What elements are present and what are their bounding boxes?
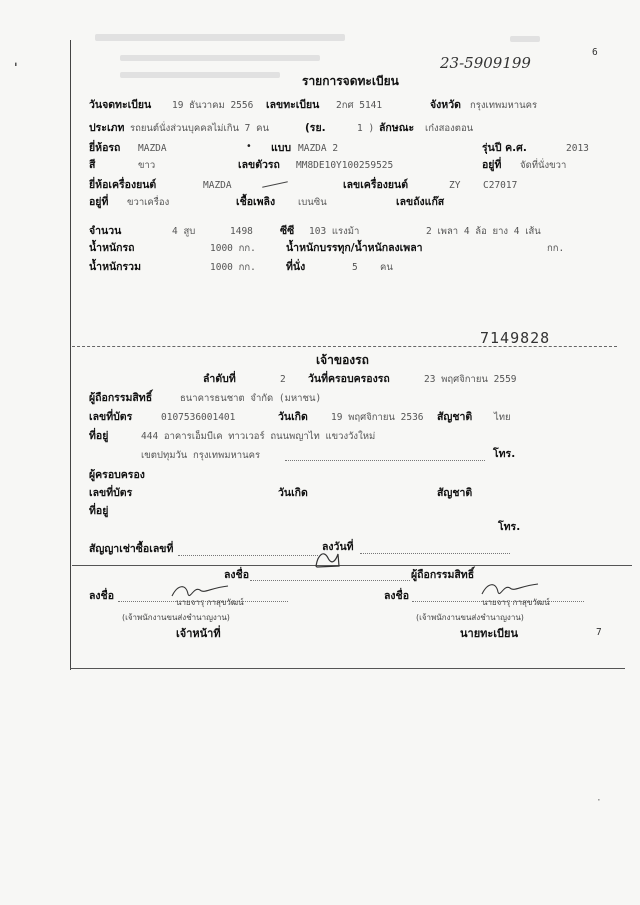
total-weight-label: น้ำหนักรวม (89, 261, 141, 273)
scan-smudge (510, 36, 540, 42)
nationality: ไทย (494, 412, 511, 423)
official-right-role: นายทะเบียน (460, 627, 519, 640)
total-weight: 1000 กก. (210, 262, 256, 273)
load-label: น้ำหนักบรรทุก/น้ำหนักลงเพลา (286, 242, 423, 254)
type: รถยนต์นั่งส่วนบุคคลไม่เกิน 7 คน (130, 123, 269, 134)
contract-dots (178, 555, 318, 556)
possession-date: 23 พฤศจิกายน 2559 (424, 374, 517, 385)
province: กรุงเทพมหานคร (470, 100, 538, 111)
page-number-bottom: 7 (596, 627, 602, 638)
engine-brand-label: ยี่ห้อเครื่องยนต์ (89, 179, 157, 191)
type-label: ประเภท (89, 122, 125, 134)
official-left-role: เจ้าหน้าที่ (176, 627, 221, 640)
address-line1: 444 อาคารเอ็มบีเค ทาวเวอร์ ถนนพญาไท แขวงวังใหม่ (141, 431, 376, 442)
possessor-label: ผู้ครอบครอง (89, 469, 145, 481)
fuel: เบนซิน (298, 197, 327, 208)
province-label: จังหวัด (430, 99, 461, 111)
engine-location-label: อยู่ที่ (89, 196, 109, 208)
cc-label: ซีซี (280, 225, 295, 237)
owner-title: เจ้าของรถ (316, 353, 369, 367)
official-right-name: นายจารุ กาสุขวัฒน์ (482, 598, 550, 607)
phone-label: โทร. (493, 448, 516, 460)
year: 2013 (566, 143, 589, 154)
initials-mark (312, 548, 342, 572)
nationality-label: สัญชาติ (437, 411, 473, 423)
holder-sign-dots (250, 580, 410, 581)
seq: 2 (280, 374, 286, 385)
chassis: MM8DE10Y100259525 (296, 160, 394, 171)
style: เก๋งสองตอน (425, 123, 474, 134)
engine-no-label: เลขเครื่องยนต์ (343, 179, 409, 191)
section-divider (72, 346, 617, 347)
official-right-signature (478, 578, 542, 600)
scan-smudge (120, 55, 320, 61)
color: ขาว (138, 160, 156, 171)
dob: 19 พฤศจิกายน 2536 (331, 412, 424, 423)
seats-unit: คน (380, 262, 393, 273)
official-left-name: นายจารุ กาสุขวัฒน์ (176, 598, 244, 607)
form-left-border (70, 40, 71, 670)
registration-title: รายการจดทะเบียน (302, 74, 399, 88)
holder-sign-label-left: ลงชื่อ (224, 569, 249, 581)
model-label: แบบ (271, 142, 292, 154)
load-unit: กก. (547, 243, 565, 254)
left-margin-mark: ˈ (14, 61, 18, 75)
possessor-address-label: ที่อยู่ (89, 505, 109, 517)
page-number: 6 (592, 47, 598, 58)
seq-label: ลำดับที่ (203, 373, 236, 385)
official-left-title: (เจ้าพนักงานขนส่งชำนาญงาน) (122, 613, 230, 622)
gas-tank-label: เลขถังแก๊ส (396, 196, 445, 208)
chassis-label: เลขตัวรถ (238, 159, 280, 171)
seats: 5 (352, 262, 358, 273)
brand-label: ยี่ห้อรถ (89, 142, 121, 154)
model: MAZDA 2 (298, 143, 339, 154)
bullet-mark: • (246, 141, 252, 152)
contract-label: สัญญาเช่าซื้อเลขที่ (89, 543, 174, 555)
cc: 1498 (230, 226, 253, 237)
possessor-nationality-label: สัญชาติ (437, 487, 473, 499)
official-left-sign-label: ลงชื่อ (89, 590, 114, 602)
plate: 2กศ 5141 (336, 100, 383, 111)
location-label: อยู่ที่ (482, 159, 502, 171)
possession-date-label: วันที่ครอบครองรถ (308, 373, 390, 385)
scan-smudge (120, 72, 280, 78)
possessor-id-label: เลขที่บัตร (89, 487, 133, 499)
scan-smudge (95, 34, 345, 41)
possessor-dob-label: วันเกิด (278, 487, 308, 499)
contract-date-label: ลงวันที่ (322, 541, 354, 553)
id-no: 0107536001401 (161, 412, 236, 423)
holder: ธนาคารธนชาต จำกัด (มหาชน) (180, 393, 322, 404)
axles: 2 เพลา 4 ล้อ ยาง 4 เส้น (426, 226, 541, 237)
engine-location: ขวาเครื่อง (127, 197, 170, 208)
official-right-title: (เจ้าพนักงานขนส่งชำนาญงาน) (416, 613, 524, 622)
pen-stroke (262, 181, 288, 187)
signature-row-line (72, 565, 632, 566)
reg-date-label: วันจดทะเบียน (89, 99, 152, 111)
form-bottom-border (70, 668, 625, 669)
engine-no-prefix: ZY (449, 180, 461, 191)
address-label: ที่อยู่ (89, 430, 109, 442)
color-label: สี (89, 159, 96, 171)
address-dots (285, 460, 485, 461)
seats-label: ที่นั่ง (286, 261, 306, 273)
id-label: เลขที่บัตร (89, 411, 133, 423)
count-label: จำนวน (89, 225, 122, 237)
rs-label: (รย. (305, 122, 326, 134)
rs-value: 1 ) (357, 123, 375, 134)
holder-sign-label: ผู้ถือกรรมสิทธิ์ (411, 569, 475, 581)
weight: 1000 กก. (210, 243, 256, 254)
cylinders: 4 สูบ (172, 226, 196, 237)
stamp-number: 7149828 (480, 329, 551, 347)
hp: 103 แรงม้า (309, 226, 360, 237)
fuel-label: เชื้อเพลิง (236, 196, 276, 208)
possessor-phone-label: โทร. (498, 521, 521, 533)
contract-date-dots (360, 553, 510, 554)
engine-brand: MAZDA (203, 180, 232, 191)
dob-label: วันเกิด (278, 411, 308, 423)
holder-label: ผู้ถือกรรมสิทธิ์ (89, 392, 153, 404)
location: จัดที่นั่งขวา (520, 160, 567, 171)
plate-label: เลขทะเบียน (266, 99, 320, 111)
reg-date: 19 ธันวาคม 2556 (172, 100, 254, 111)
year-label: รุ่นปี ค.ศ. (482, 142, 527, 154)
address-line2: เขตปทุมวัน กรุงเทพมหานคร (141, 450, 261, 461)
official-right-sign-label: ลงชื่อ (384, 590, 409, 602)
weight-label: น้ำหนักรถ (89, 242, 135, 254)
scan-speck: · (596, 795, 602, 806)
brand: MAZDA (138, 143, 167, 154)
style-label: ลักษณะ (379, 122, 415, 134)
handwritten-code: 23-5909199 (440, 54, 531, 72)
engine-no: C27017 (483, 180, 518, 191)
